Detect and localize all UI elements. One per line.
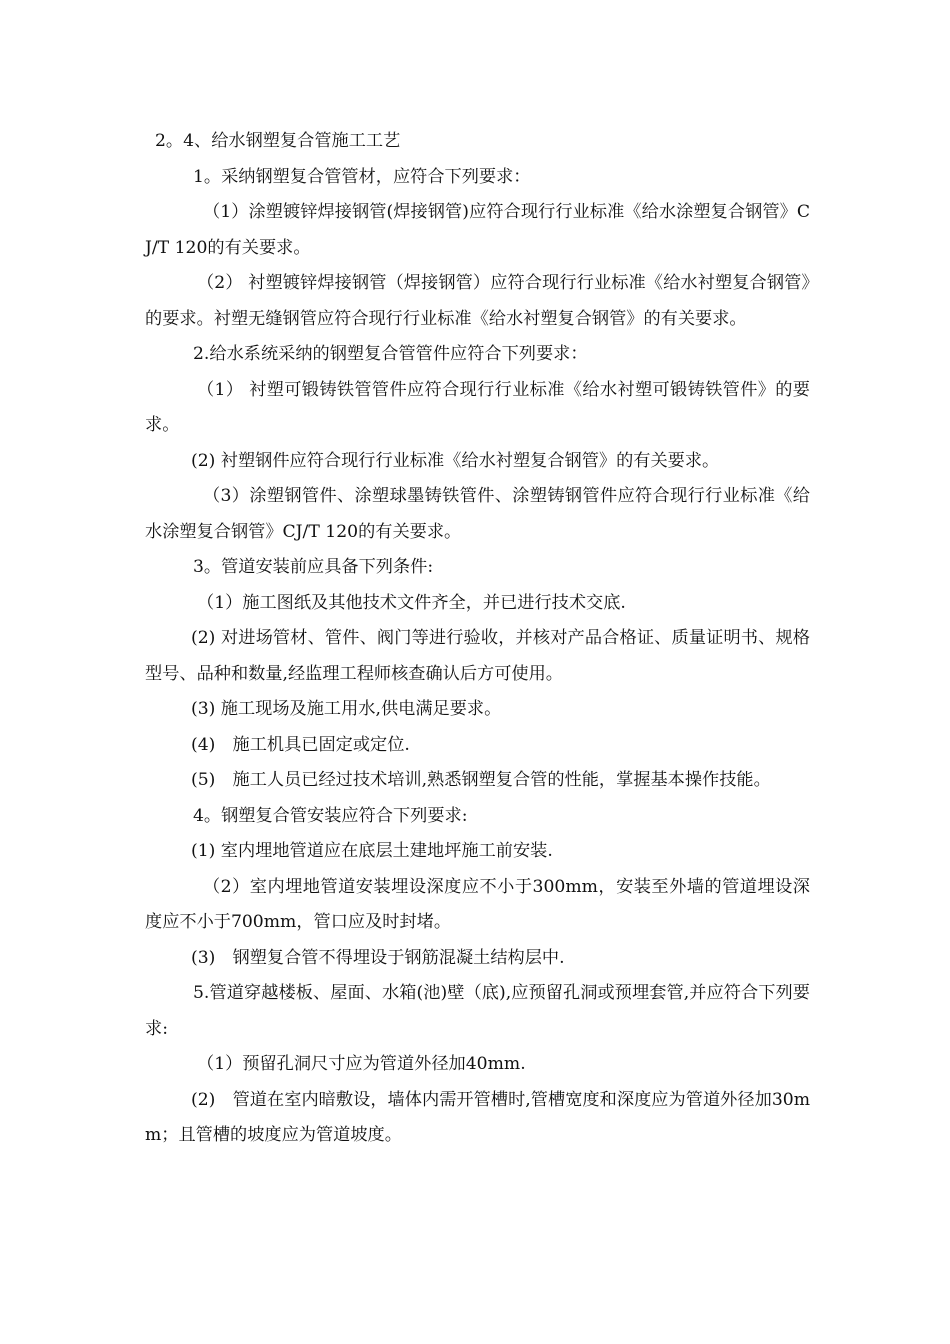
paragraph: （2） 衬塑镀锌焊接钢管（焊接钢管）应符合现行行业标准《给水衬塑复合钢管》的要求。衬塑无缝钢管应符合现行行业标准《给水衬塑复合钢管》的有关要求。 — [145, 273, 810, 329]
paragraph: 4。钢塑复合管安装应符合下列要求: — [193, 805, 468, 826]
paragraph: (3) 钢塑复合管不得埋设于钢筋混凝土结构层中. — [191, 947, 565, 968]
paragraph: （2）室内埋地管道安装埋设深度应不小于300mm，安装至外墙的管道埋设深度应不小于700mm，管口应及时封堵。 — [145, 876, 810, 932]
paragraph: 3。管道安装前应具备下列条件: — [193, 557, 434, 577]
paragraph: (3) 施工现场及施工用水,供电满足要求。 — [191, 699, 502, 719]
paragraph: 5.管道穿越楼板、屋面、水箱(池)壁（底),应预留孔洞或预埋套管,并应符合下列要求: — [145, 983, 810, 1039]
paragraph: 2.给水系统采纳的钢塑复合管管件应符合下列要求： — [193, 344, 588, 364]
paragraph: 1。采纳钢塑复合管管材，应符合下列要求： — [193, 166, 531, 187]
section-heading: 2。4、给水钢塑复合管施工工艺 — [155, 131, 401, 151]
paragraph: (2) 管道在室内暗敷设，墙体内需开管槽时,管槽宽度和深度应为管道外径加30mm；且管槽的坡度应为管道坡度。 — [145, 1089, 810, 1145]
paragraph: （1） 衬塑可锻铸铁管管件应符合现行行业标准《给水衬塑可锻铸铁管件》的要求。 — [145, 379, 810, 435]
paragraph: (2) 对进场管材、管件、阀门等进行验收，并核对产品合格证、质量证明书、规格型号、品种和数量,经监理工程师核查确认后方可使用。 — [145, 628, 810, 684]
paragraph: (1) 室内埋地管道应在底层土建地坪施工前安装. — [191, 841, 553, 861]
document-body — [145, 124, 810, 1154]
paragraph: (2) 衬塑钢件应符合现行行业标准《给水衬塑复合钢管》的有关要求。 — [191, 450, 720, 471]
paragraph: (4) 施工机具已固定或定位. — [191, 734, 410, 755]
paragraph: (5) 施工人员已经过技术培训,熟悉钢塑复合管的性能，掌握基本操作技能。 — [191, 770, 771, 790]
paragraph: （1）涂塑镀锌焊接钢管(焊接钢管)应符合现行行业标准《给水涂塑复合钢管》CJ/T 120的有关要求。 — [145, 202, 810, 258]
paragraph: （1）预留孔洞尺寸应为管道外径加40mm. — [197, 1054, 526, 1074]
paragraph: （1）施工图纸及其他技术文件齐全，并已进行技术交底. — [197, 592, 626, 613]
paragraph: （3）涂塑钢管件、涂塑球墨铸铁管件、涂塑铸钢管件应符合现行行业标准《给水涂塑复合钢管》CJ/T 120的有关要求。 — [145, 486, 810, 542]
